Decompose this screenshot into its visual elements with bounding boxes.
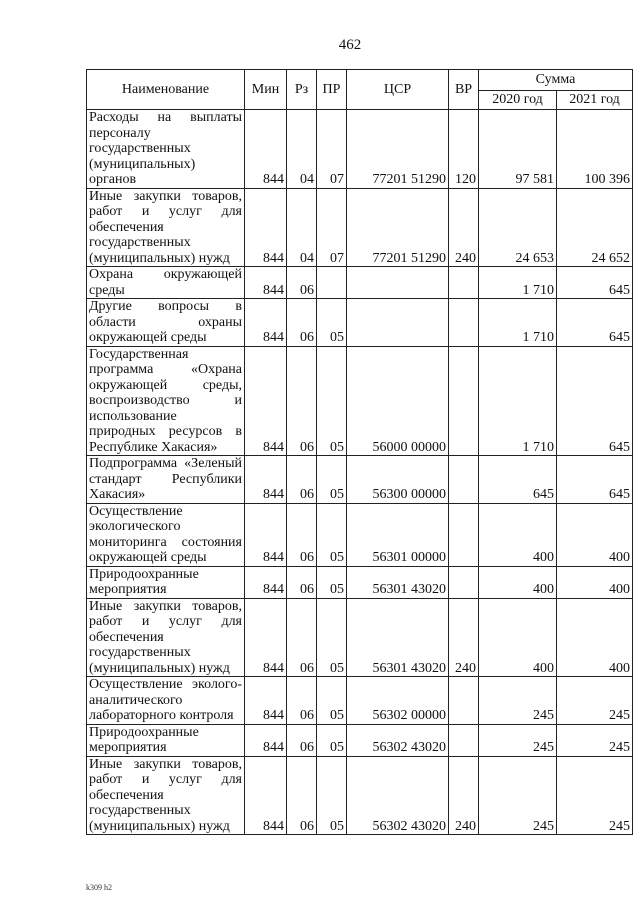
row-name: Иные закупки товаров, работ и услуг для обеспечения государственных (муниципальных) нужд — [87, 756, 245, 835]
row-csr: 56301 43020 — [347, 598, 449, 677]
row-csr: 56300 00000 — [347, 456, 449, 504]
row-name: Другие вопросы в области охраны окружающей среды — [87, 299, 245, 347]
row-vr — [449, 724, 479, 756]
row-pr: 05 — [317, 756, 347, 835]
row-rz: 06 — [287, 677, 317, 725]
row-csr: 56301 43020 — [347, 566, 449, 598]
table-row — [87, 110, 633, 189]
row-amount-2020: 400 — [479, 503, 557, 566]
table-row — [87, 566, 633, 598]
row-vr: 240 — [449, 756, 479, 835]
table-row — [87, 598, 633, 677]
row-pr: 05 — [317, 566, 347, 598]
header-name: Наименование — [87, 70, 245, 110]
header-vr: ВР — [449, 70, 479, 110]
row-min: 844 — [245, 566, 287, 598]
row-amount-2020: 400 — [479, 566, 557, 598]
row-pr: 05 — [317, 346, 347, 456]
header-pr: ПР — [317, 70, 347, 110]
row-amount-2020: 245 — [479, 677, 557, 725]
row-rz: 04 — [287, 110, 317, 189]
row-vr — [449, 677, 479, 725]
row-pr: 05 — [317, 677, 347, 725]
row-vr — [449, 503, 479, 566]
row-rz: 06 — [287, 724, 317, 756]
row-name: Природоохранные мероприятия — [87, 566, 245, 598]
footer-code: k309 h2 — [86, 883, 112, 892]
row-min: 844 — [245, 724, 287, 756]
table-row — [87, 346, 633, 456]
table-row — [87, 756, 633, 835]
row-csr: 77201 51290 — [347, 110, 449, 189]
header-year-2021: 2021 год — [557, 91, 633, 110]
row-rz: 06 — [287, 299, 317, 347]
row-amount-2020: 400 — [479, 598, 557, 677]
row-amount-2020: 97 581 — [479, 110, 557, 189]
row-rz: 06 — [287, 598, 317, 677]
row-name: Иные закупки товаров, работ и услуг для обеспечения государственных (муниципальных) нужд — [87, 598, 245, 677]
table-row — [87, 267, 633, 299]
row-amount-2021: 645 — [557, 299, 633, 347]
row-pr: 07 — [317, 188, 347, 267]
row-amount-2020: 1 710 — [479, 267, 557, 299]
row-min: 844 — [245, 346, 287, 456]
header-rz: Рз — [287, 70, 317, 110]
table-row — [87, 724, 633, 756]
row-amount-2021: 24 652 — [557, 188, 633, 267]
row-pr: 05 — [317, 299, 347, 347]
row-vr — [449, 299, 479, 347]
row-min: 844 — [245, 456, 287, 504]
row-amount-2021: 245 — [557, 677, 633, 725]
header-min: Мин — [245, 70, 287, 110]
row-rz: 06 — [287, 456, 317, 504]
row-pr: 05 — [317, 503, 347, 566]
table-row — [87, 188, 633, 267]
row-amount-2020: 24 653 — [479, 188, 557, 267]
row-min: 844 — [245, 110, 287, 189]
row-pr: 05 — [317, 456, 347, 504]
row-name: Осуществление эколого-аналитического лабораторного контроля — [87, 677, 245, 725]
budget-table — [86, 69, 633, 835]
header-csr: ЦСР — [347, 70, 449, 110]
table-header-row — [87, 70, 633, 91]
row-name: Охрана окружающей среды — [87, 267, 245, 299]
row-csr: 56302 00000 — [347, 677, 449, 725]
row-csr: 56302 43020 — [347, 756, 449, 835]
row-min: 844 — [245, 598, 287, 677]
row-csr — [347, 267, 449, 299]
page-number: 462 — [338, 37, 362, 53]
row-vr: 120 — [449, 110, 479, 189]
row-amount-2020: 645 — [479, 456, 557, 504]
row-pr — [317, 267, 347, 299]
row-min: 844 — [245, 503, 287, 566]
row-rz: 06 — [287, 566, 317, 598]
row-amount-2021: 100 396 — [557, 110, 633, 189]
row-amount-2020: 245 — [479, 756, 557, 835]
header-year-2020: 2020 год — [479, 91, 557, 110]
row-min: 844 — [245, 267, 287, 299]
table-row — [87, 456, 633, 504]
row-name: Природоохранные мероприятия — [87, 724, 245, 756]
row-name: Иные закупки товаров, работ и услуг для обеспечения государственных (муниципальных) нужд — [87, 188, 245, 267]
row-pr: 05 — [317, 598, 347, 677]
row-name: Осуществление экологического мониторинга состояния окружающей среды — [87, 503, 245, 566]
header-sum: Сумма — [479, 70, 633, 91]
row-rz: 06 — [287, 503, 317, 566]
row-rz: 04 — [287, 188, 317, 267]
row-vr — [449, 566, 479, 598]
table-row — [87, 677, 633, 725]
row-rz: 06 — [287, 267, 317, 299]
row-amount-2021: 645 — [557, 456, 633, 504]
row-vr: 240 — [449, 598, 479, 677]
row-name: Подпрограмма «Зеленый стандарт Республики Хакасия» — [87, 456, 245, 504]
row-pr: 05 — [317, 724, 347, 756]
row-rz: 06 — [287, 346, 317, 456]
table-row — [87, 299, 633, 347]
table-row — [87, 503, 633, 566]
row-amount-2021: 645 — [557, 267, 633, 299]
row-vr — [449, 456, 479, 504]
row-name: Расходы на выплаты персоналу государственных (муниципальных) органов — [87, 110, 245, 189]
row-vr — [449, 346, 479, 456]
row-name: Государственная программа «Охрана окружающей среды, воспроизводство и использование природных ресурсов в Республике Хакасия» — [87, 346, 245, 456]
row-amount-2021: 400 — [557, 566, 633, 598]
row-min: 844 — [245, 299, 287, 347]
row-amount-2020: 1 710 — [479, 346, 557, 456]
row-min: 844 — [245, 756, 287, 835]
table-body — [87, 110, 633, 835]
row-csr: 77201 51290 — [347, 188, 449, 267]
row-csr — [347, 299, 449, 347]
row-min: 844 — [245, 677, 287, 725]
row-min: 844 — [245, 188, 287, 267]
row-vr: 240 — [449, 188, 479, 267]
row-csr: 56302 43020 — [347, 724, 449, 756]
row-amount-2020: 245 — [479, 724, 557, 756]
row-pr: 07 — [317, 110, 347, 189]
row-amount-2021: 245 — [557, 756, 633, 835]
row-rz: 06 — [287, 756, 317, 835]
row-csr: 56301 00000 — [347, 503, 449, 566]
row-csr: 56000 00000 — [347, 346, 449, 456]
row-vr — [449, 267, 479, 299]
row-amount-2021: 645 — [557, 346, 633, 456]
row-amount-2021: 400 — [557, 503, 633, 566]
row-amount-2021: 400 — [557, 598, 633, 677]
row-amount-2020: 1 710 — [479, 299, 557, 347]
row-amount-2021: 245 — [557, 724, 633, 756]
